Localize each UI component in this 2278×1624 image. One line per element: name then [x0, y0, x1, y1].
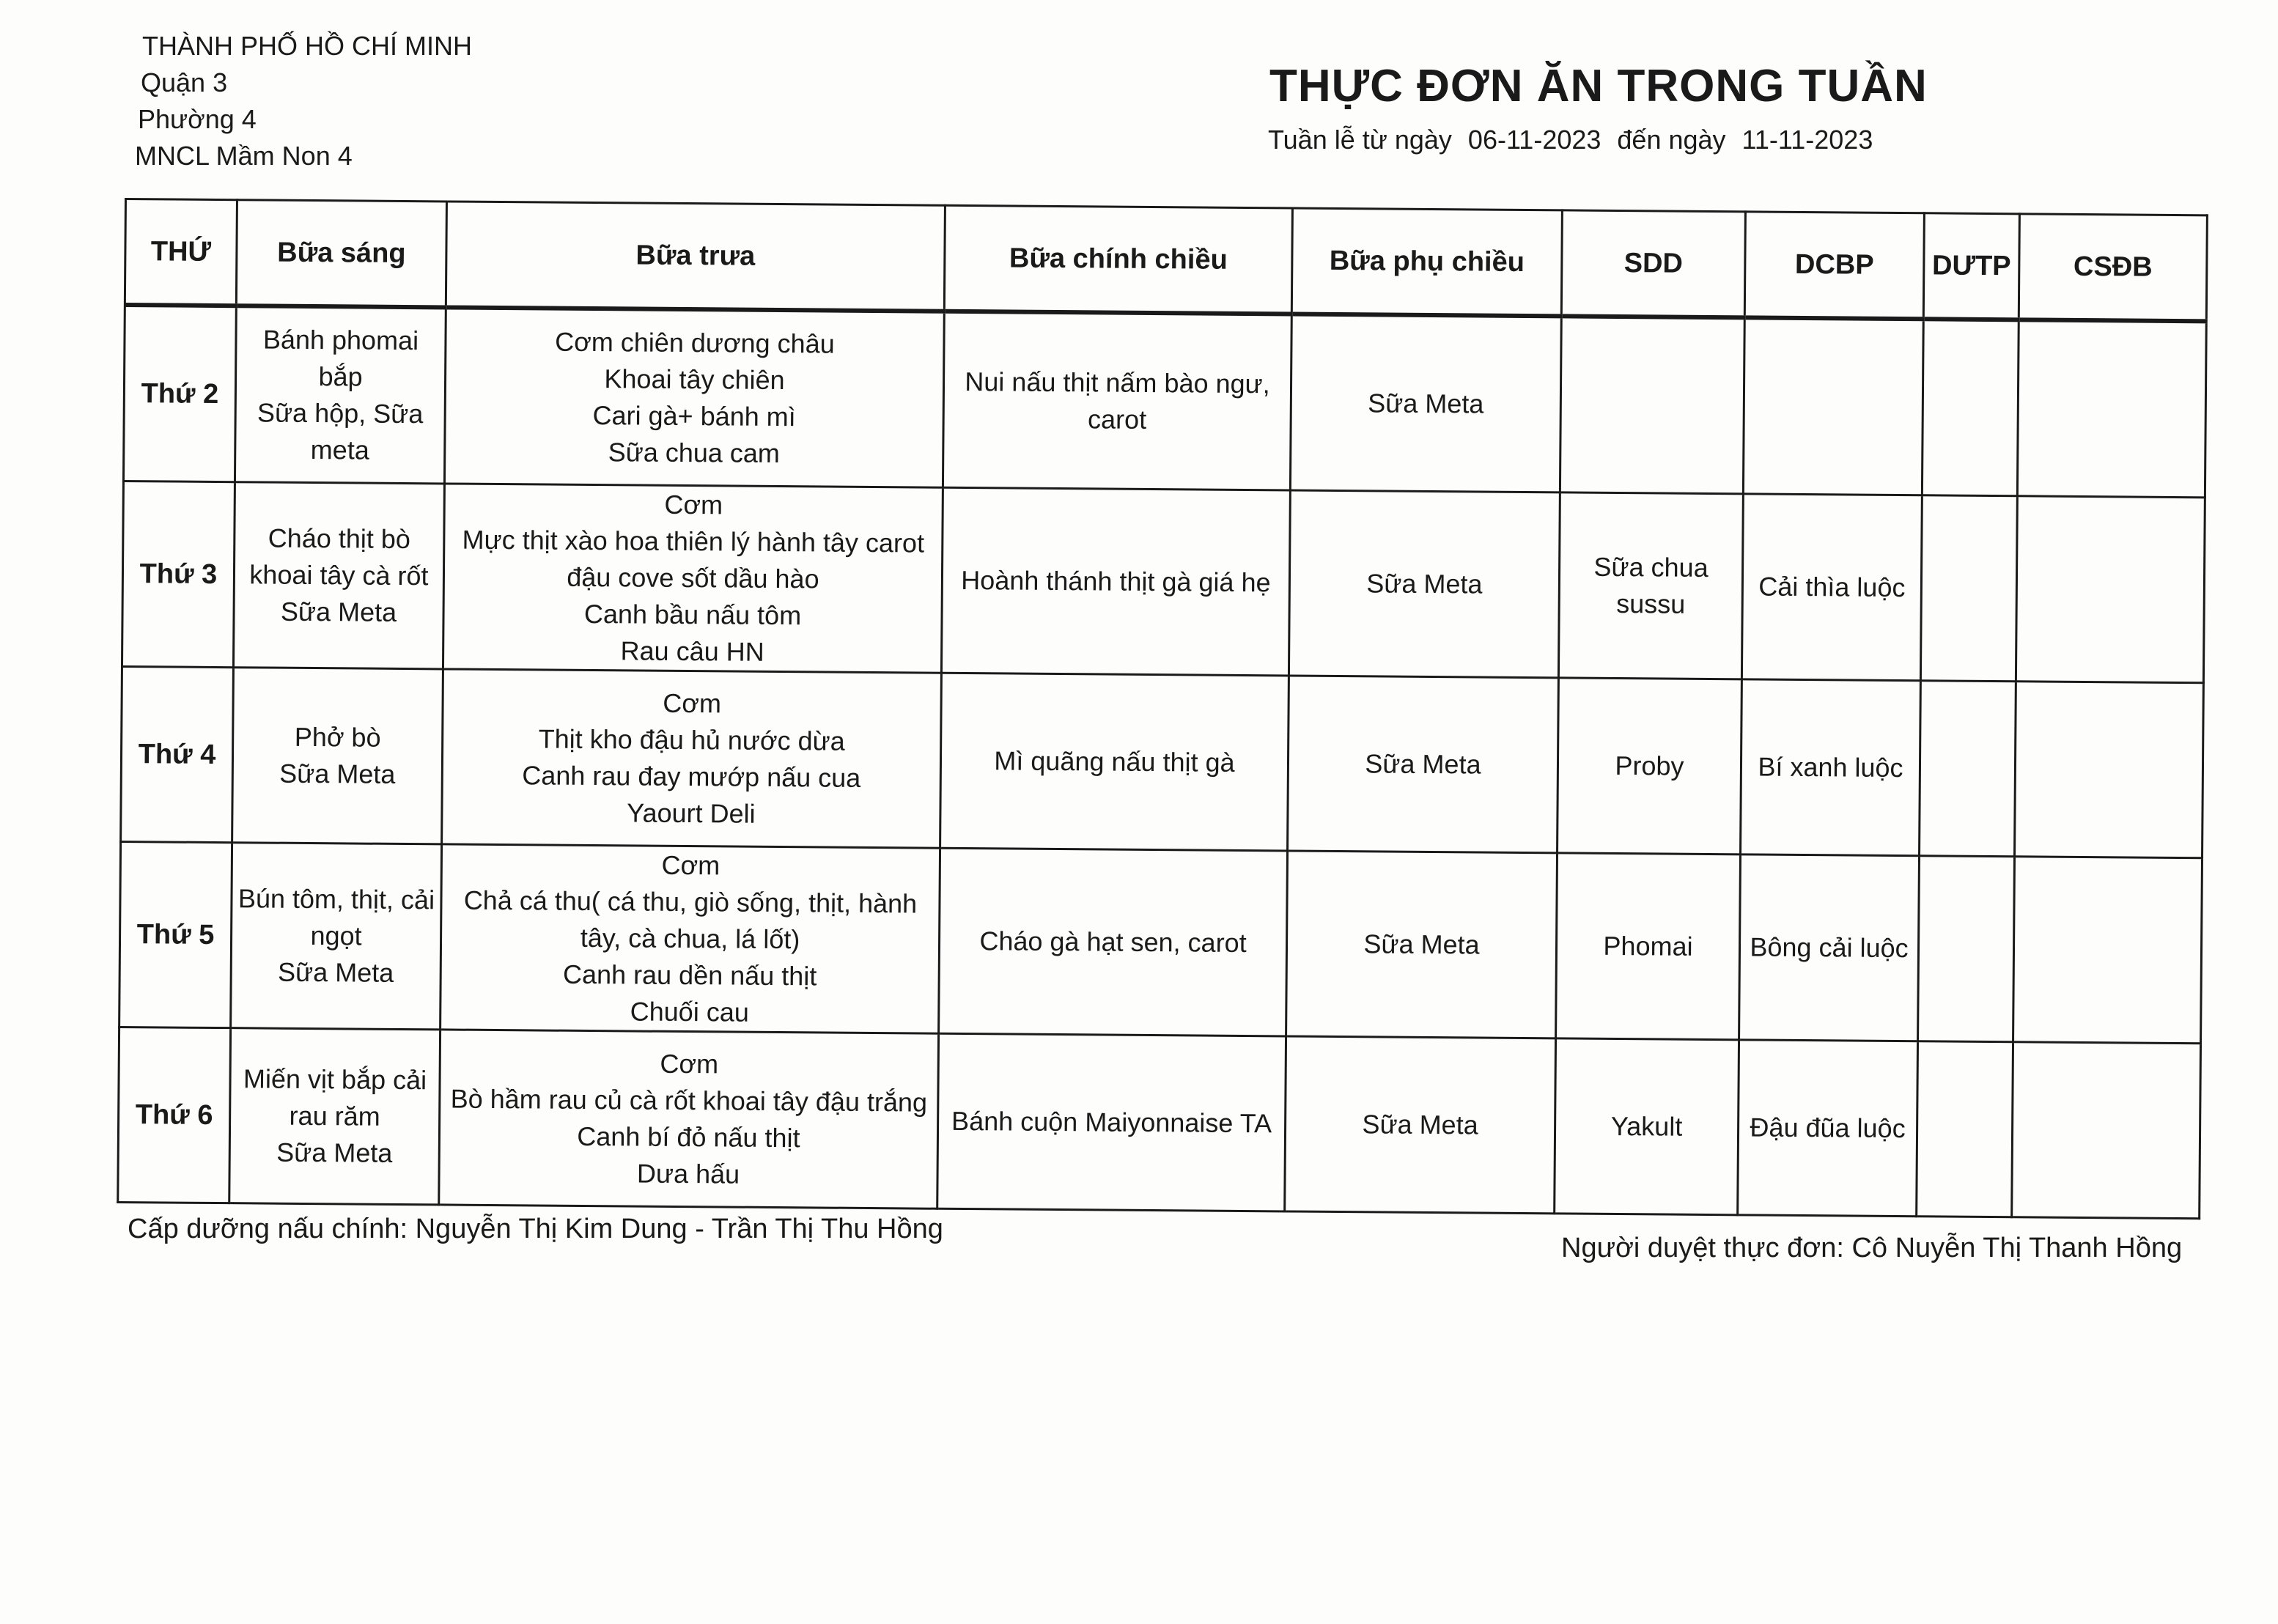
afternoon-main-cell: Cháo gà hạt sen, carot [939, 848, 1288, 1036]
lunch-item: Canh rau dền nấu thịt [562, 959, 817, 992]
breakfast-cell [232, 668, 443, 844]
breakfast-item: Bánh phomai bắp [262, 324, 419, 392]
breakfast-item: Sữa Meta [277, 956, 394, 988]
table-row [118, 1027, 2201, 1218]
lunch-item: Cari gà+ bánh mì [592, 400, 796, 432]
week-to-date: 11-11-2023 [1741, 125, 1873, 155]
table-row [123, 305, 2206, 498]
dutp-cell [1922, 319, 2019, 496]
lunch-item: Mực thịt xào hoa thiên lý hành tây carot đậu cove sốt dầu hào [462, 524, 925, 594]
org-school: MNCL Mầm Non 4 [135, 141, 353, 171]
lunch-item: Bò hầm rau củ cà rốt khoai tây đậu trắng [450, 1083, 928, 1118]
lunch-item: Cơm chiên dương châu [555, 326, 835, 359]
lunch-item: Sữa chua cam [608, 437, 781, 469]
org-city: THÀNH PHỐ HỒ CHÍ MINH [142, 31, 472, 61]
lunch-item: Thịt kho đậu hủ nước dừa [538, 723, 845, 756]
sdd-cell: Yakult [1555, 1038, 1739, 1215]
lunch-item: Chuối cau [630, 996, 750, 1027]
lunch-item: Cơm [661, 849, 720, 881]
afternoon-snack-cell: Sữa Meta [1290, 314, 1561, 492]
dcbp-cell: Bông cải luộc [1739, 855, 1920, 1041]
afternoon-snack-cell: Sữa Meta [1288, 676, 1559, 853]
lunch-item: Canh bầu nấu tôm [583, 598, 802, 631]
breakfast-cell [229, 1028, 441, 1205]
afternoon-main-cell: Mì quãng nấu thịt gà [940, 673, 1289, 851]
lunch-item: Canh rau đay mướp nấu cua [522, 760, 861, 793]
day-cell: Thứ 3 [122, 481, 235, 667]
sdd-cell: Proby [1558, 678, 1742, 855]
menu-table-wrapper [117, 198, 2206, 1219]
csdb-cell [2013, 857, 2203, 1044]
week-from-date: 06-11-2023 [1467, 125, 1601, 155]
header-lunch: Bữa trưa [446, 202, 945, 311]
header-dcbp: DCBP [1744, 212, 1924, 319]
lunch-item: Cơm [664, 489, 723, 520]
breakfast-item: Miến vịt bắp cải rau răm [243, 1063, 427, 1132]
breakfast-item: Sữa Meta [279, 758, 396, 789]
afternoon-snack-cell: Sữa Meta [1286, 851, 1558, 1038]
header-row [125, 199, 2207, 322]
csdb-cell [2017, 320, 2206, 498]
sdd-cell: Phomai [1556, 853, 1741, 1040]
breakfast-cell [233, 482, 444, 669]
header-day: THỨ [125, 199, 237, 306]
table-row [119, 841, 2203, 1043]
afternoon-main-cell: Hoành thánh thịt gà giá hẹ [941, 487, 1290, 676]
breakfast-cell [231, 843, 442, 1030]
header-afternoon-snack: Bữa phụ chiều [1291, 208, 1562, 316]
day-cell: Thứ 5 [119, 841, 232, 1027]
lunch-item: Rau câu HN [620, 635, 764, 667]
lunch-item: Chả cá thu( cá thu, giò sống, thịt, hành tây, cà chua, lá lốt) [463, 885, 918, 955]
lunch-cell [441, 844, 940, 1033]
lunch-cell [442, 669, 942, 848]
header-csdb: CSĐB [2019, 214, 2207, 322]
header-afternoon-main: Bữa chính chiều [944, 205, 1292, 314]
afternoon-main-cell: Nui nấu thịt nấm bào ngư, carot [943, 311, 1291, 490]
afternoon-main-cell: Bánh cuộn Maiyonnaise TA [937, 1033, 1286, 1211]
organization-block [135, 28, 472, 174]
table-row [122, 481, 2205, 682]
lunch-cell [443, 484, 943, 673]
breakfast-item: Sữa Meta [280, 596, 397, 627]
breakfast-item: Sữa Meta [276, 1137, 393, 1168]
lunch-item: Cơm [663, 687, 722, 719]
page-title: THỰC ĐƠN ĂN TRONG TUẦN [1269, 61, 1928, 111]
afternoon-snack-cell: Sữa Meta [1289, 490, 1560, 678]
dutp-cell [1918, 856, 2015, 1042]
sdd-cell: Sữa chua sussu [1558, 492, 1743, 679]
breakfast-item: Bún tôm, thịt, cải ngọt [237, 883, 435, 951]
lunch-cell [444, 307, 944, 487]
afternoon-snack-cell: Sữa Meta [1285, 1036, 1556, 1214]
lunch-cell [439, 1030, 939, 1208]
csdb-cell [2012, 1042, 2201, 1219]
table-row [121, 666, 2204, 857]
header-breakfast: Bữa sáng [236, 200, 446, 308]
cook-signature-line: Cấp dưỡng nấu chính: Nguyễn Thị Kim Dung - Trần Thị Thu Hồng [128, 1214, 943, 1244]
week-range [1268, 125, 1889, 155]
org-district: Quận 3 [141, 67, 228, 97]
lunch-item: Cơm [660, 1048, 719, 1079]
lunch-item: Dưa hấu [636, 1158, 740, 1189]
breakfast-item: Cháo thịt bò khoai tây cà rốt [249, 523, 429, 591]
dutp-cell [1920, 495, 2017, 682]
header-dutp: DƯTP [1923, 213, 2019, 320]
menu-table [117, 198, 2208, 1219]
csdb-cell [2015, 682, 2204, 858]
dcbp-cell: Đậu đũa luộc [1738, 1040, 1918, 1217]
day-cell: Thứ 2 [123, 305, 236, 482]
csdb-cell [2016, 496, 2205, 683]
dcbp-cell: Cải thìa luộc [1741, 494, 1922, 681]
day-cell: Thứ 4 [121, 666, 234, 842]
dcbp-cell: Bí xanh luộc [1741, 679, 1921, 856]
sdd-cell [1560, 316, 1744, 493]
breakfast-item: Phở bò [294, 721, 381, 753]
dcbp-cell [1743, 317, 1923, 495]
dutp-cell [1920, 681, 2016, 857]
lunch-item: Canh bí đỏ nấu thịt [577, 1121, 800, 1154]
lunch-item: Yaourt Deli [627, 797, 756, 829]
lunch-item: Khoai tây chiên [604, 363, 785, 396]
week-to-label: đến ngày [1617, 125, 1726, 155]
day-cell: Thứ 6 [118, 1027, 231, 1203]
approver-signature-line: Người duyệt thực đơn: Cô Nuyễn Thị Thanh Hồng [1561, 1233, 2183, 1263]
dutp-cell [1917, 1041, 2013, 1217]
org-ward: Phường 4 [138, 104, 257, 134]
breakfast-cell [235, 306, 446, 484]
breakfast-item: Sữa hộp, Sữa meta [257, 397, 424, 465]
week-from-label: Tuần lễ từ ngày [1268, 125, 1452, 155]
header-sdd: SDD [1561, 210, 1745, 317]
